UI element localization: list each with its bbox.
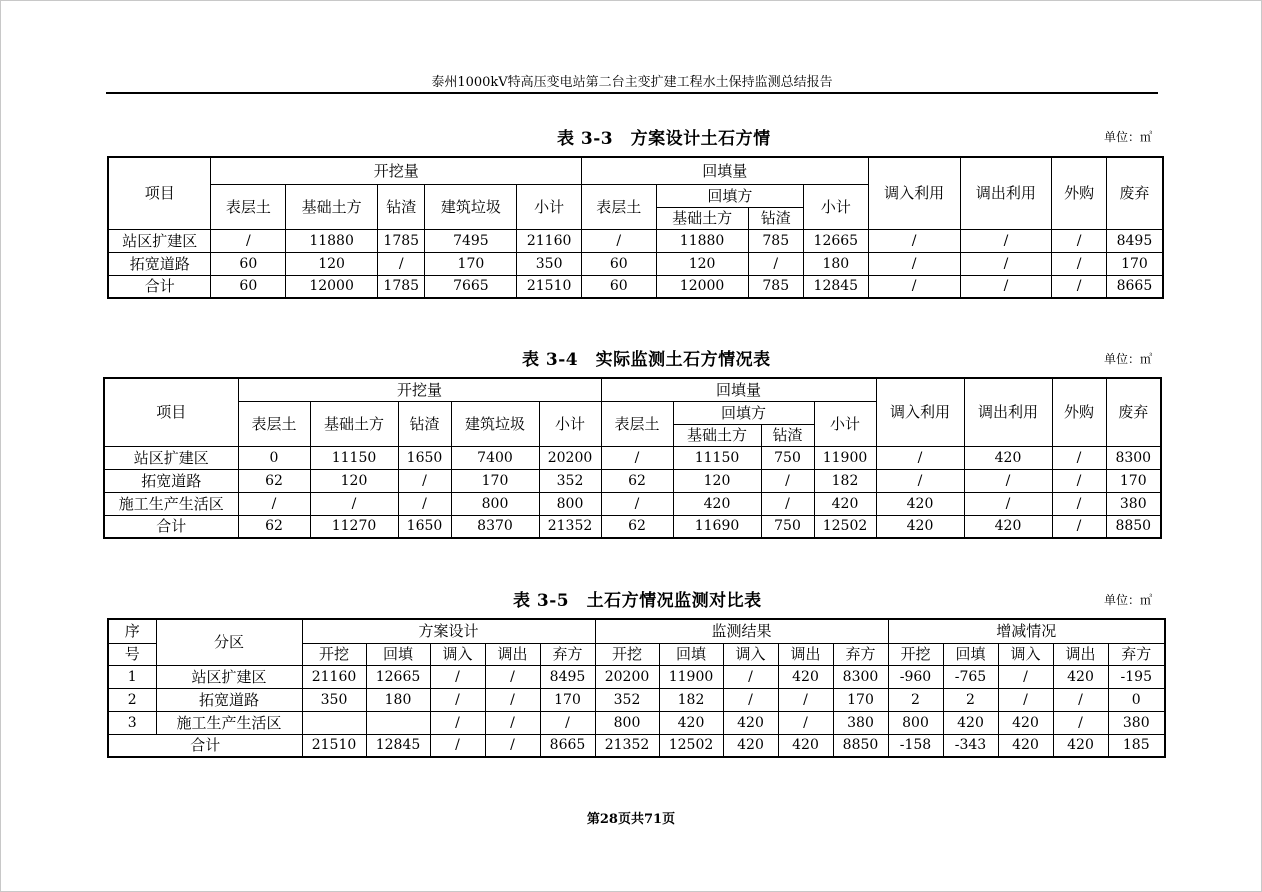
- table-3-3-title: 表 3-3 方案设计土石方情: [557, 129, 771, 149]
- cell: 420: [876, 515, 964, 538]
- cell: /: [868, 229, 960, 252]
- table-row: [104, 446, 1161, 469]
- header-topsoil: 表层土: [581, 184, 656, 229]
- header-backfill: 回填: [659, 643, 723, 665]
- header-foundation: 基础土方: [286, 184, 378, 229]
- cell: 60: [581, 252, 656, 275]
- cell: 750: [761, 515, 814, 538]
- table-row: [108, 229, 1163, 252]
- cell: /: [540, 711, 595, 734]
- cell: /: [723, 665, 778, 688]
- cell: 12000: [286, 275, 378, 298]
- cell: /: [1052, 515, 1106, 538]
- cell: /: [1052, 446, 1106, 469]
- cell: 420: [876, 492, 964, 515]
- cell: 12665: [804, 229, 869, 252]
- cell: /: [398, 492, 451, 515]
- cell: 0: [238, 446, 310, 469]
- cell: /: [485, 688, 540, 711]
- cell: 785: [748, 229, 804, 252]
- cell: 420: [814, 492, 876, 515]
- cell: /: [876, 446, 964, 469]
- cell: [366, 711, 430, 734]
- header-out: 调出: [778, 643, 833, 665]
- cell: 420: [998, 734, 1053, 757]
- cell: 380: [1106, 492, 1161, 515]
- table-3-4-unit: 单位：㎥: [1104, 352, 1153, 366]
- cell: 8300: [1106, 446, 1161, 469]
- table-3-5-title: 表 3-5 土石方情况监测对比表: [513, 591, 762, 611]
- cell: /: [964, 492, 1052, 515]
- cell: 8850: [1106, 515, 1161, 538]
- cell: /: [998, 688, 1053, 711]
- header-drill: 钻渣: [398, 401, 451, 446]
- cell: /: [1052, 275, 1107, 298]
- cell: 21160: [302, 665, 366, 688]
- header-out-use: 调出利用: [960, 157, 1052, 229]
- footer-prefix: 第: [586, 812, 600, 827]
- header-in-use: 调入利用: [876, 378, 964, 446]
- header-excavate: 开挖: [302, 643, 366, 665]
- cell: /: [1052, 229, 1107, 252]
- table-3-4: [103, 377, 1162, 539]
- row-label: 拓宽道路: [156, 688, 302, 711]
- header-out-use: 调出利用: [964, 378, 1052, 446]
- header-delta: 增减情况: [888, 619, 1165, 643]
- cell: 11900: [814, 446, 876, 469]
- cell: 62: [238, 515, 310, 538]
- cell: 380: [1108, 711, 1165, 734]
- cell: [302, 711, 366, 734]
- cell: 12502: [659, 734, 723, 757]
- cell: 12502: [814, 515, 876, 538]
- table-3-5: [107, 618, 1166, 758]
- header-subtotal: 小计: [539, 401, 601, 446]
- table-3-4-title: 表 3-4 实际监测土石方情况表: [522, 350, 771, 370]
- header-construction-waste: 建筑垃圾: [425, 184, 517, 229]
- cell: 170: [833, 688, 888, 711]
- table-row-total: [108, 734, 1165, 757]
- table-row: [104, 469, 1161, 492]
- cell: 21510: [517, 275, 582, 298]
- cell: 120: [310, 469, 398, 492]
- row-label: 合计: [108, 275, 211, 298]
- header-backfill: 回填: [943, 643, 998, 665]
- row-label: 站区扩建区: [104, 446, 238, 469]
- header-excavation: 开挖量: [211, 157, 581, 184]
- cell: 750: [761, 446, 814, 469]
- cell: 420: [964, 446, 1052, 469]
- cell: 7400: [451, 446, 539, 469]
- cell: 8665: [540, 734, 595, 757]
- cell: 11880: [656, 229, 748, 252]
- header-topsoil: 表层土: [211, 184, 286, 229]
- cell: 62: [238, 469, 310, 492]
- header-in: 调入: [723, 643, 778, 665]
- cell: 420: [1053, 734, 1108, 757]
- header-topsoil: 表层土: [601, 401, 673, 446]
- header-waste: 废弃: [1106, 378, 1161, 446]
- cell: 170: [451, 469, 539, 492]
- header-foundation: 基础土方: [310, 401, 398, 446]
- cell: /: [485, 734, 540, 757]
- header-subtotal: 小计: [804, 184, 869, 229]
- table-3-3-unit: 单位：㎥: [1104, 130, 1153, 144]
- cell: /: [761, 492, 814, 515]
- table-row: [108, 252, 1163, 275]
- cell: /: [211, 229, 286, 252]
- cell: /: [723, 688, 778, 711]
- cell: 350: [517, 252, 582, 275]
- cell: 170: [540, 688, 595, 711]
- table-row-total: [104, 515, 1161, 538]
- cell: -158: [888, 734, 943, 757]
- cell: 170: [1106, 252, 1163, 275]
- cell: 12000: [656, 275, 748, 298]
- header-in: 调入: [998, 643, 1053, 665]
- cell: /: [601, 446, 673, 469]
- cell: 20200: [595, 665, 659, 688]
- cell: 352: [595, 688, 659, 711]
- header-topsoil: 表层土: [238, 401, 310, 446]
- cell: 11880: [286, 229, 378, 252]
- table-3-3: [107, 156, 1164, 299]
- header-waste: 弃方: [540, 643, 595, 665]
- header-out: 调出: [485, 643, 540, 665]
- header-excavation: 开挖量: [238, 378, 601, 401]
- cell: 11270: [310, 515, 398, 538]
- cell: 8850: [833, 734, 888, 757]
- table-3-5-unit: 单位：㎥: [1104, 593, 1153, 607]
- row-label: 站区扩建区: [108, 229, 211, 252]
- cell: 62: [601, 515, 673, 538]
- cell: 60: [211, 252, 286, 275]
- cell: /: [310, 492, 398, 515]
- cell: /: [876, 469, 964, 492]
- cell: /: [581, 229, 656, 252]
- cell: 800: [539, 492, 601, 515]
- cell: /: [430, 688, 485, 711]
- cell: /: [601, 492, 673, 515]
- cell: /: [778, 688, 833, 711]
- cell: 12665: [366, 665, 430, 688]
- cell: 420: [998, 711, 1053, 734]
- header-excavate: 开挖: [888, 643, 943, 665]
- cell: /: [430, 711, 485, 734]
- header-foundation: 基础土方: [656, 207, 748, 229]
- row-label: 合计: [104, 515, 238, 538]
- row-label: 站区扩建区: [156, 665, 302, 688]
- cell: /: [964, 469, 1052, 492]
- cell: /: [868, 252, 960, 275]
- cell: 420: [943, 711, 998, 734]
- cell: 11150: [673, 446, 761, 469]
- cell: 785: [748, 275, 804, 298]
- cell: 1650: [398, 446, 451, 469]
- cell: -960: [888, 665, 943, 688]
- cell: /: [1053, 688, 1108, 711]
- header-zone: 分区: [156, 619, 302, 665]
- cell: 12845: [804, 275, 869, 298]
- row-label: 拓宽道路: [108, 252, 211, 275]
- cell: /: [398, 469, 451, 492]
- cell: 182: [814, 469, 876, 492]
- cell: 11150: [310, 446, 398, 469]
- cell: 8300: [833, 665, 888, 688]
- header-fill-earth: 回填方: [656, 184, 803, 207]
- header-fill-earth: 回填方: [673, 401, 814, 424]
- header-waste: 废弃: [1106, 157, 1163, 229]
- cell: 420: [659, 711, 723, 734]
- cell: /: [238, 492, 310, 515]
- cell: 420: [1053, 665, 1108, 688]
- cell: -195: [1108, 665, 1165, 688]
- cell: /: [1052, 252, 1107, 275]
- footer-middle: 页共: [617, 812, 644, 827]
- cell-seq: 2: [108, 688, 156, 711]
- cell: 21352: [595, 734, 659, 757]
- cell: 0: [1108, 688, 1165, 711]
- footer-suffix: 页: [662, 812, 676, 827]
- table-row: [108, 688, 1165, 711]
- cell: /: [998, 665, 1053, 688]
- header-purchase: 外购: [1052, 157, 1107, 229]
- cell: 420: [964, 515, 1052, 538]
- header-subtotal: 小计: [517, 184, 582, 229]
- cell: 20200: [539, 446, 601, 469]
- table-row-total: [108, 275, 1163, 298]
- cell: 8495: [540, 665, 595, 688]
- cell: 1785: [378, 275, 425, 298]
- header-subtotal: 小计: [814, 401, 876, 446]
- cell: /: [1053, 711, 1108, 734]
- page-footer: [0, 808, 1262, 827]
- cell: /: [868, 275, 960, 298]
- cell: 180: [366, 688, 430, 711]
- header-monitor: 监测结果: [595, 619, 888, 643]
- cell: 180: [804, 252, 869, 275]
- cell: /: [960, 252, 1052, 275]
- row-label: 合计: [108, 734, 302, 757]
- cell: -343: [943, 734, 998, 757]
- header-purchase: 外购: [1052, 378, 1106, 446]
- cell: 420: [723, 711, 778, 734]
- header-backfill: 回填量: [581, 157, 868, 184]
- cell: -765: [943, 665, 998, 688]
- cell: 2: [943, 688, 998, 711]
- cell: /: [778, 711, 833, 734]
- cell: 800: [595, 711, 659, 734]
- cell: /: [430, 665, 485, 688]
- header-drill: 钻渣: [748, 207, 804, 229]
- cell: 11690: [673, 515, 761, 538]
- cell: 21160: [517, 229, 582, 252]
- cell: /: [748, 252, 804, 275]
- cell: 800: [888, 711, 943, 734]
- cell: 800: [451, 492, 539, 515]
- cell: 420: [673, 492, 761, 515]
- cell: /: [960, 229, 1052, 252]
- cell: 62: [601, 469, 673, 492]
- cell-seq: 1: [108, 665, 156, 688]
- cell: 11900: [659, 665, 723, 688]
- cell: 21510: [302, 734, 366, 757]
- row-label: 施工生产生活区: [104, 492, 238, 515]
- header-excavate: 开挖: [595, 643, 659, 665]
- header-item: 项目: [108, 157, 211, 229]
- row-label: 施工生产生活区: [156, 711, 302, 734]
- cell: /: [1052, 492, 1106, 515]
- cell: 8370: [451, 515, 539, 538]
- header-backfill: 回填: [366, 643, 430, 665]
- cell: /: [1052, 469, 1106, 492]
- cell: 2: [888, 688, 943, 711]
- cell: 182: [659, 688, 723, 711]
- header-in: 调入: [430, 643, 485, 665]
- header-in-use: 调入利用: [868, 157, 960, 229]
- header-construction-waste: 建筑垃圾: [451, 401, 539, 446]
- cell: 120: [673, 469, 761, 492]
- cell: 8495: [1106, 229, 1163, 252]
- header-seq: 序: [108, 619, 156, 643]
- cell: /: [430, 734, 485, 757]
- header-seq-2: 号: [108, 643, 156, 665]
- cell: 120: [656, 252, 748, 275]
- cell: 7665: [425, 275, 517, 298]
- header-out: 调出: [1053, 643, 1108, 665]
- cell: 12845: [366, 734, 430, 757]
- header-drill: 钻渣: [378, 184, 425, 229]
- cell: /: [485, 665, 540, 688]
- row-label: 拓宽道路: [104, 469, 238, 492]
- cell: 170: [425, 252, 517, 275]
- cell: 185: [1108, 734, 1165, 757]
- cell: 380: [833, 711, 888, 734]
- header-waste: 弃方: [833, 643, 888, 665]
- table-row: [104, 492, 1161, 515]
- cell: /: [378, 252, 425, 275]
- page-total: 71: [644, 812, 663, 827]
- cell: 60: [581, 275, 656, 298]
- cell: /: [960, 275, 1052, 298]
- cell: 120: [286, 252, 378, 275]
- cell: 21352: [539, 515, 601, 538]
- cell: 170: [1106, 469, 1161, 492]
- running-header: 泰州1000kV特高压变电站第二台主变扩建工程水土保持监测总结报告: [106, 73, 1158, 94]
- cell-seq: 3: [108, 711, 156, 734]
- cell: 420: [723, 734, 778, 757]
- cell: /: [485, 711, 540, 734]
- cell: 60: [211, 275, 286, 298]
- cell: 420: [778, 734, 833, 757]
- cell: 352: [539, 469, 601, 492]
- header-design: 方案设计: [302, 619, 595, 643]
- header-waste: 弃方: [1108, 643, 1165, 665]
- cell: 8665: [1106, 275, 1163, 298]
- cell: 1650: [398, 515, 451, 538]
- cell: 350: [302, 688, 366, 711]
- cell: /: [761, 469, 814, 492]
- header-foundation: 基础土方: [673, 424, 761, 446]
- page-number: 28: [599, 812, 618, 827]
- cell: 420: [778, 665, 833, 688]
- table-row: [108, 711, 1165, 734]
- header-backfill: 回填量: [601, 378, 876, 401]
- cell: 7495: [425, 229, 517, 252]
- header-item: 项目: [104, 378, 238, 446]
- table-row: [108, 665, 1165, 688]
- header-drill: 钻渣: [761, 424, 814, 446]
- cell: 1785: [378, 229, 425, 252]
